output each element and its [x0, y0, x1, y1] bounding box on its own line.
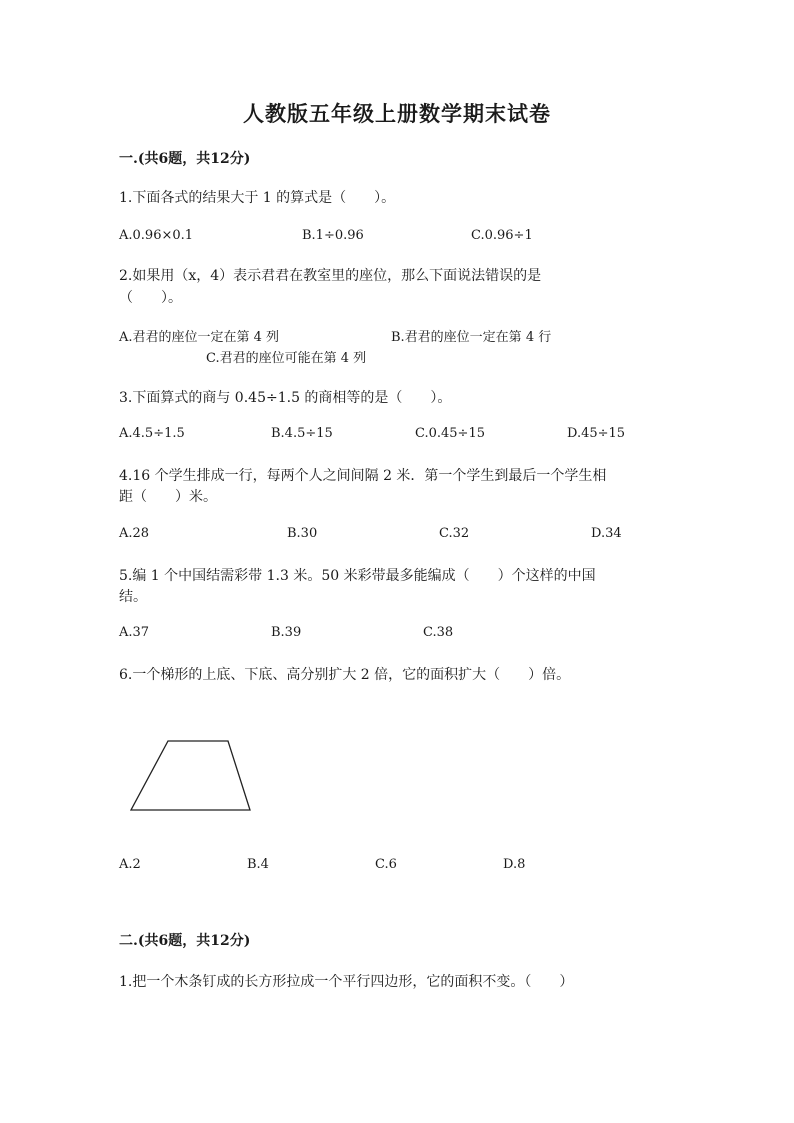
option-c: C.32: [439, 526, 470, 541]
option-d: D.45÷15: [567, 426, 626, 441]
section-heading-1: 一.(共6题，共12分): [119, 151, 251, 167]
question-1: 1.下面各式的结果大于 1 的算式是（ ）。: [119, 190, 396, 206]
trapezoid-shape: [131, 741, 250, 810]
option-c: C.0.96÷1: [471, 228, 533, 243]
question-5-line-1: 5.编 1 个中国结需彩带 1.3 米。50 米彩带最多能编成（ ）个这样的中国: [119, 568, 596, 584]
question-4-line-1: 4.16 个学生排成一行，每两个人之间间隔 2 米．第一个学生到最后一个学生相: [119, 468, 607, 484]
option-b: B.4: [247, 857, 269, 872]
option-b: B.30: [287, 526, 318, 541]
page-title: 人教版五年级上册数学期末试卷: [243, 101, 551, 126]
option-a: A.2: [119, 857, 141, 872]
question-2-line-2: （ ）。: [119, 290, 182, 306]
trapezoid-figure: [128, 738, 254, 814]
option-a: A.君君的座位一定在第 4 列: [119, 330, 280, 345]
question-5-line-2: 结。: [119, 589, 147, 605]
option-b: B.1÷0.96: [302, 228, 364, 243]
question-6: 6.一个梯形的上底、下底、高分别扩大 2 倍，它的面积扩大（ ）倍。: [119, 667, 571, 683]
section-heading-2: 二.(共6题，共12分): [119, 933, 251, 949]
option-b: B.君君的座位一定在第 4 行: [391, 330, 552, 345]
option-d: D.34: [591, 526, 622, 541]
option-c: C.6: [375, 857, 397, 872]
option-c: C.君君的座位可能在第 4 列: [206, 351, 367, 366]
question-3: 3.下面算式的商与 0.45÷1.5 的商相等的是（ ）。: [119, 390, 452, 406]
option-c: C.0.45÷15: [415, 426, 485, 441]
option-a: A.4.5÷1.5: [119, 426, 185, 441]
option-b: B.4.5÷15: [271, 426, 333, 441]
option-a: A.37: [119, 625, 150, 640]
question-2-line-1: 2.如果用（x，4）表示君君在教室里的座位，那么下面说法错误的是: [119, 268, 542, 284]
option-c: C.38: [423, 625, 454, 640]
option-b: B.39: [271, 625, 302, 640]
question-4-line-2: 距（ ）米。: [119, 489, 217, 505]
option-a: A.0.96×0.1: [119, 228, 194, 243]
option-a: A.28: [119, 526, 150, 541]
question-1: 1.把一个木条钉成的长方形拉成一个平行四边形，它的面积不变。（ ）: [119, 974, 574, 990]
option-d: D.8: [503, 857, 526, 872]
